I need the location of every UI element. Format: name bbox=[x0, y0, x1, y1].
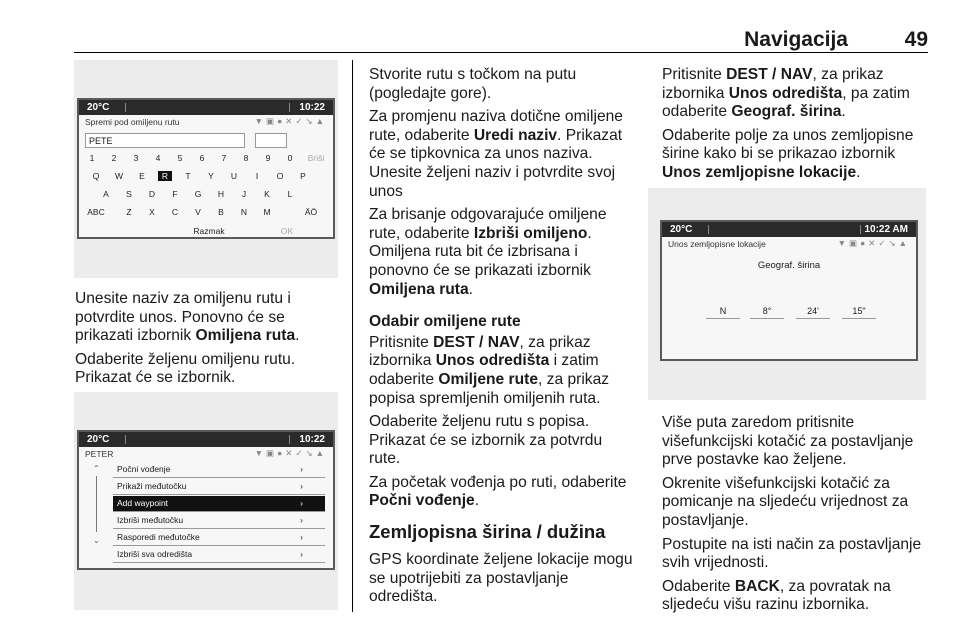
paragraph bbox=[369, 108, 637, 201]
clock: 10:22 AM bbox=[864, 224, 908, 235]
menu-name: Unos odredišta bbox=[728, 84, 843, 102]
screen-header bbox=[662, 237, 916, 251]
name-input[interactable]: PETE bbox=[85, 133, 245, 148]
clock: 10:22 bbox=[299, 102, 325, 113]
key[interactable]: 5 bbox=[177, 153, 183, 163]
paragraph bbox=[662, 578, 932, 615]
key[interactable]: L bbox=[287, 189, 293, 199]
key[interactable]: 3 bbox=[133, 153, 139, 163]
text: . bbox=[295, 327, 300, 345]
key[interactable]: I bbox=[255, 171, 259, 181]
running-header-title: Navigacija bbox=[744, 28, 848, 51]
key[interactable]: E bbox=[139, 171, 145, 181]
text: , za povratak na sljedeću višu razinu izbornika. bbox=[662, 577, 891, 614]
keyboard-row-bottom bbox=[79, 223, 333, 239]
text: Odaberite polje za unos zemljopisne širine kako bi se prikazao izbornik bbox=[662, 126, 914, 163]
paragraph: Okrenite višefunkcijski kotačić za pomicanje na sljedeću vrijednost za postavljanje. bbox=[662, 474, 909, 529]
paragraph bbox=[75, 290, 345, 346]
key[interactable]: P bbox=[300, 171, 306, 181]
paragraph: Stvorite rutu s točkom na putu (pogledajte gore). bbox=[369, 66, 577, 102]
column-divider bbox=[352, 60, 353, 612]
abc-key[interactable]: ABC bbox=[87, 207, 105, 217]
coord-field-seconds[interactable]: 15" bbox=[842, 306, 876, 319]
status-bar bbox=[79, 432, 333, 447]
button-name: BACK bbox=[734, 577, 780, 595]
key[interactable]: 0 bbox=[287, 153, 293, 163]
menu-option: Izbriši omiljeno bbox=[473, 224, 588, 242]
menu-item[interactable] bbox=[113, 462, 325, 478]
menu-item-label: Add waypoint bbox=[117, 498, 169, 508]
subheading: Odabir omiljene rute bbox=[369, 313, 521, 331]
key[interactable]: 6 bbox=[199, 153, 205, 163]
menu-item[interactable] bbox=[113, 513, 325, 529]
screenshot-coordinates bbox=[660, 220, 918, 361]
status-bar bbox=[79, 100, 333, 115]
page-number: 49 bbox=[904, 28, 928, 51]
text: Za promjenu naziva dotične omiljene rute, odaberite bbox=[369, 108, 623, 144]
key[interactable]: N bbox=[240, 207, 248, 217]
status-separator bbox=[860, 225, 861, 234]
text: , za prikaz izbornika bbox=[369, 333, 591, 370]
paragraph: Odaberite željenu omiljenu rutu. Prikazat će se izbornik. bbox=[75, 350, 296, 387]
key[interactable]: A bbox=[103, 189, 109, 199]
status-separator bbox=[708, 225, 709, 234]
menu-name: Unos odredišta bbox=[435, 352, 550, 370]
paragraph: Više puta zaredom pritisnite višefunkcijski kotačić za postavljanje prve postavke kao željene. bbox=[662, 414, 914, 469]
coord-field-degrees[interactable]: 8° bbox=[750, 306, 784, 319]
text: Pritisnite bbox=[662, 66, 727, 83]
menu-item-label: Prikaži međutočku bbox=[117, 481, 187, 491]
menu-item[interactable] bbox=[113, 530, 325, 546]
key[interactable]: F bbox=[172, 189, 178, 199]
status-separator bbox=[289, 435, 290, 444]
text: . bbox=[468, 280, 473, 298]
status-bar bbox=[662, 222, 916, 237]
key[interactable]: X bbox=[149, 207, 155, 217]
chevron-right-icon: › bbox=[300, 532, 303, 542]
temperature: 20°C bbox=[87, 434, 110, 445]
key[interactable]: 2 bbox=[111, 153, 117, 163]
status-separator bbox=[125, 435, 126, 444]
screen-title: Spremi pod omiljenu rutu bbox=[85, 117, 180, 127]
menu-item-selected[interactable] bbox=[113, 496, 325, 512]
key[interactable]: Q bbox=[92, 171, 100, 181]
text: Za brisanje odgovarajuće omiljene rute, odaberite bbox=[369, 206, 607, 242]
paragraph: Postupite na isti način za postavljanje svih vrijednosti. bbox=[662, 535, 922, 572]
column-1-text bbox=[75, 290, 345, 393]
status-separator bbox=[125, 103, 126, 112]
key[interactable]: K bbox=[264, 189, 270, 199]
key[interactable]: J bbox=[241, 189, 247, 199]
key[interactable]: W bbox=[114, 171, 124, 181]
text: . Prikazat će se tipkovnica za unos naziva. Unesite željeni naziv i potvrdite svoj unos bbox=[369, 126, 623, 200]
chevron-right-icon: › bbox=[300, 498, 303, 508]
key[interactable]: O bbox=[276, 171, 284, 181]
key[interactable]: Y bbox=[208, 171, 214, 181]
key[interactable]: 8 bbox=[243, 153, 249, 163]
keyboard-row-qwerty bbox=[79, 168, 333, 186]
key[interactable]: T bbox=[185, 171, 191, 181]
column-3-text-lower bbox=[662, 414, 932, 620]
column-3-text bbox=[662, 66, 932, 188]
key[interactable]: V bbox=[195, 207, 201, 217]
key[interactable]: 9 bbox=[265, 153, 271, 163]
scroll-down-icon[interactable]: ⌄ bbox=[93, 536, 100, 545]
menu-option: Počni vođenje bbox=[369, 492, 475, 510]
clock: 10:22 bbox=[299, 434, 325, 445]
text: . bbox=[474, 492, 480, 510]
text: , pa zatim odaberite bbox=[662, 84, 910, 121]
ok-key[interactable]: OK bbox=[280, 226, 294, 236]
screen-title: Unos zemljopisne lokacije bbox=[668, 239, 766, 249]
menu-option: Uredi naziv bbox=[473, 126, 558, 144]
menu-item-label: Počni vođenje bbox=[117, 464, 171, 474]
status-icons: ▼▣●✕✓↘▲ bbox=[254, 448, 327, 458]
menu-item-label: Izbriši sva odredišta bbox=[117, 549, 193, 559]
key[interactable]: B bbox=[218, 207, 224, 217]
key[interactable]: 4 bbox=[155, 153, 161, 163]
status-icons: ▼▣●✕✓↘▲ bbox=[254, 116, 327, 126]
chevron-right-icon: › bbox=[300, 464, 303, 474]
chevron-right-icon: › bbox=[300, 549, 303, 559]
screen-title: PETER bbox=[85, 449, 114, 459]
text: Odaberite bbox=[662, 577, 735, 595]
text: Pritisnite bbox=[369, 333, 434, 351]
menu-name: Unos zemljopisne lokacije bbox=[662, 163, 857, 181]
button-name: DEST / NAV bbox=[726, 66, 813, 83]
space-key[interactable]: Razmak bbox=[193, 226, 225, 236]
status-separator bbox=[289, 103, 290, 112]
key[interactable]: H bbox=[217, 189, 225, 199]
text: Unesite naziv za omiljenu rutu i potvrdite unos. Ponovno će se prikazati izbornik bbox=[75, 290, 291, 345]
menu-item-label: Rasporedi međutočke bbox=[117, 532, 200, 542]
status-icons: ▼▣●✕✓↘▲ bbox=[837, 238, 910, 248]
menu-name: Omiljena ruta bbox=[369, 280, 469, 298]
menu-option: Geograf. širina bbox=[731, 103, 842, 121]
screenshot-keyboard bbox=[77, 98, 335, 239]
menu-item-label: Izbriši međutočku bbox=[117, 515, 184, 525]
screenshot-route-menu bbox=[77, 430, 335, 570]
key[interactable]: M bbox=[263, 207, 271, 217]
header-rule bbox=[74, 52, 928, 53]
paragraph bbox=[369, 334, 637, 408]
delete-key[interactable]: Briši bbox=[307, 153, 325, 163]
temperature: 20°C bbox=[670, 224, 693, 235]
key[interactable]: U bbox=[230, 171, 238, 181]
screen-header bbox=[79, 447, 333, 461]
scrollbar[interactable] bbox=[96, 476, 97, 532]
paragraph bbox=[369, 206, 637, 299]
keyboard-row-numbers bbox=[79, 150, 333, 168]
paragraph: Odaberite željenu rutu s popisa. Prikazat će se izbornik za potvrdu rute. bbox=[369, 413, 603, 468]
suggestion-field[interactable] bbox=[255, 133, 287, 148]
key[interactable]: C bbox=[171, 207, 179, 217]
menu-item[interactable] bbox=[113, 479, 325, 495]
chevron-right-icon: › bbox=[300, 481, 303, 491]
button-name: DEST / NAV bbox=[433, 333, 520, 351]
coord-field-minutes[interactable]: 24' bbox=[796, 306, 830, 319]
column-2-text bbox=[369, 66, 637, 612]
text: , za prikaz popisa spremljenih omiljenih ruta. bbox=[369, 370, 610, 407]
keyboard-row-asdf bbox=[79, 186, 333, 204]
scroll-up-icon[interactable]: ⌃ bbox=[93, 464, 100, 473]
temperature: 20°C bbox=[87, 102, 110, 113]
text: . bbox=[856, 163, 861, 181]
text: . bbox=[841, 103, 846, 121]
text: , za prikaz izbornika bbox=[662, 66, 884, 102]
latitude-label: Geograf. širina bbox=[757, 260, 821, 271]
menu-option: Omiljene rute bbox=[438, 370, 539, 388]
key[interactable]: D bbox=[148, 189, 156, 199]
menu-name: Omiljena ruta bbox=[195, 327, 296, 345]
coord-field-direction[interactable]: N bbox=[706, 306, 740, 319]
paragraph: GPS koordinate željene lokacije mogu se upotrijebiti za postavljanje odredišta. bbox=[369, 551, 633, 606]
screen-header bbox=[79, 115, 333, 129]
text: i zatim odaberite bbox=[369, 352, 599, 388]
key[interactable]: S bbox=[126, 189, 132, 199]
text: Za početak vođenja po ruti, odaberite bbox=[369, 473, 627, 491]
chevron-right-icon: › bbox=[300, 515, 303, 525]
key[interactable]: G bbox=[194, 189, 202, 199]
umlaut-key[interactable]: ÄÖ bbox=[304, 207, 318, 217]
key[interactable]: 1 bbox=[89, 153, 95, 163]
text: . Omiljena ruta bit će izbrisana i ponovno će se prikazati izbornik bbox=[369, 224, 592, 279]
key-selected[interactable]: R bbox=[158, 171, 172, 181]
keyboard-row-zxcv bbox=[79, 204, 333, 222]
key[interactable]: 7 bbox=[221, 153, 227, 163]
menu-item[interactable] bbox=[113, 547, 325, 563]
paragraph bbox=[662, 66, 932, 122]
section-heading: Zemljopisna širina / dužina bbox=[369, 521, 606, 543]
paragraph bbox=[662, 127, 932, 183]
paragraph bbox=[369, 474, 637, 511]
key[interactable]: Z bbox=[126, 207, 132, 217]
